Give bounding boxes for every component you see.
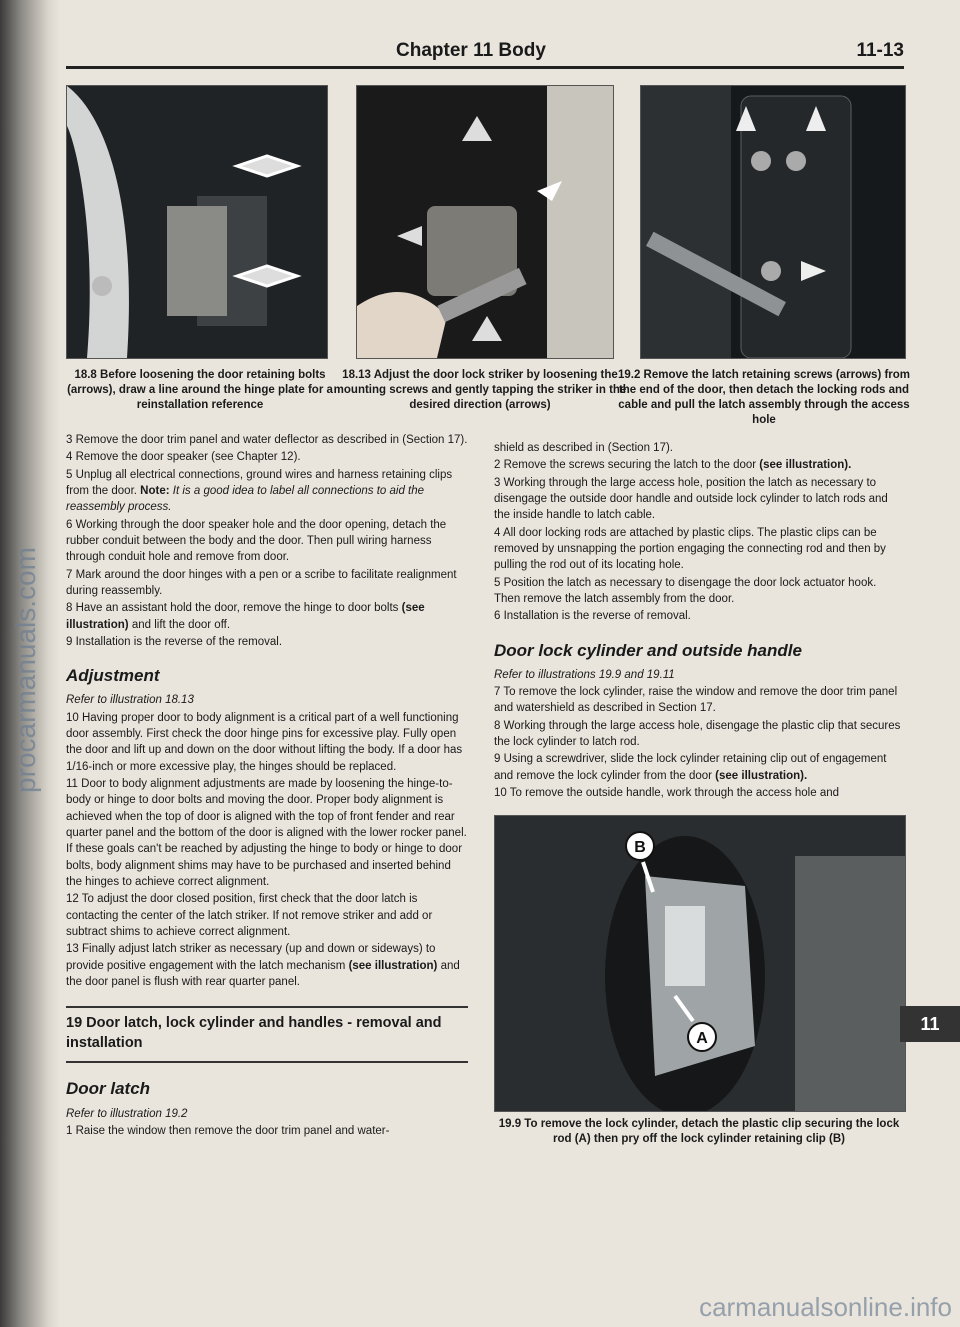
latch-step-4: 4 All door locking rods are attached by plastic clips. The plastic clips can be removed by unsnapping the portion engaging the connecting rod and then by pulling the rod out of its locating hole. [494, 526, 886, 572]
left-column [66, 432, 468, 1140]
bottom-watermark: carmanualsonline.info [699, 1292, 952, 1322]
latch-photo-illustration [641, 86, 905, 358]
lock-step-7: 7 To remove the lock cylinder, raise the window and remove the door trim panel and watershield as described in Section 17. [494, 686, 898, 715]
latch-step-5: 5 Position the latch as necessary to disengage the door lock actuator hook. Then remove the latch assembly from the door. [494, 576, 877, 605]
step-4: 4 Remove the door speaker (see Chapter 12). [66, 451, 301, 464]
section-19-title: 19 Door latch, lock cylinder and handles - removal and installation [66, 1015, 442, 1051]
step-12: 12 To adjust the door closed position, first check that the door latch is contacting the center of the latch striker. If not remove striker and add or subtract shims to achieve correct alignment. [66, 893, 433, 938]
latch-step-2: 2 Remove the screws securing the latch to the door (see illustration). [494, 459, 852, 472]
header-rule [66, 66, 904, 69]
latch-step-6: 6 Installation is the reverse of removal. [494, 610, 691, 623]
caption-19-9: 19.9 To remove the lock cylinder, detach the plastic clip securing the lock rod (A) then pry off the lock cylinder retaining clip (B) [498, 1118, 900, 1145]
lock-cylinder-photo-illustration [495, 816, 905, 1111]
chapter-tab: 11 [900, 1006, 960, 1042]
label-b: B [634, 839, 646, 856]
caption-19-2: 19.2 Remove the latch retaining screws (arrows) from the end of the door, then detach the locking rods and cable and pull the latch assembly through the access hole [617, 369, 911, 426]
photo-lock-cylinder [494, 815, 906, 1112]
step-5: 5 Unplug all electrical connections, ground wires and harness retaining clips from the door. Note: It is a good idea to label all connections to aid the reassembly process. [66, 468, 453, 514]
heading-adjustment: Adjustment [66, 666, 160, 686]
photo-hinge-plate [66, 85, 328, 359]
section-rule-bottom [66, 1061, 468, 1063]
hinge-photo-illustration [67, 86, 327, 358]
step-3: 3 Remove the door trim panel and water deflector as described in (Section 17). [66, 434, 468, 446]
lock-step-8: 8 Working through the large access hole, disengage the plastic clip that secures the lock cylinder to latch rod. [494, 719, 901, 749]
latch-step-1: 1 Raise the window then remove the door trim panel and water- [66, 1124, 390, 1137]
heading-lock-cylinder: Door lock cylinder and outside handle [494, 640, 802, 660]
ref-lock-cylinder: Refer to illustrations 19.9 and 19.11 [494, 668, 675, 681]
step-6: 6 Working through the door speaker hole and the door opening, detach the rubber conduit between the body and the door. Then pull wiring harness through conduit hole and remove from door. [66, 518, 447, 564]
side-watermark: procarmanuals.com [10, 547, 41, 793]
section-rule-top [66, 1006, 468, 1008]
caption-18-8: 18.8 Before loosening the door retaining bolts (arrows), draw a line around the hinge plate for a reinstallation reference [67, 369, 333, 411]
ref-adjustment: Refer to illustration 18.13 [66, 694, 194, 707]
right-column [494, 440, 902, 802]
latch-step-1-cont: shield as described in (Section 17). [494, 442, 673, 454]
step-8: 8 Have an assistant hold the door, remove the hinge to door bolts (see illustration) and lift the door off. [66, 602, 425, 631]
lock-step-10: 10 To remove the outside handle, work through the access hole and [494, 787, 840, 800]
caption-18-13: 18.13 Adjust the door lock striker by loosening the mounting screws and gently tapping the striker in the desired direction (arrows) [333, 369, 627, 411]
ref-door-latch: Refer to illustration 19.2 [66, 1107, 188, 1120]
step-11: 11 Door to body alignment adjustments are made by loosening the hinge-to-body or hinge to door bolts and moving the door. Proper body alignment is achieved when the top of door is aligned with the top of front fender and rear quarter panel and the bottom of the door is aligned with the lower rocker panel. If these goals can't be reached by adjusting the hinge to body or hinge to door bolts, body alignment shims may have to be purchased and inserted behind the hinges to achieve correct alignment. [66, 778, 467, 888]
heading-door-latch: Door latch [66, 1079, 151, 1099]
photo-striker [356, 85, 614, 359]
chapter-title: Chapter 11 Body [396, 40, 546, 61]
page-number: 11-13 [856, 40, 904, 61]
label-a: A [696, 1030, 708, 1047]
step-13: 13 Finally adjust latch striker as necessary (up and down or sideways) to provide positive engagement with the latch mechanism (see illustration) and the door panel is flush with rear quarter panel. [66, 943, 460, 988]
step-9: 9 Installation is the reverse of the removal. [66, 635, 283, 648]
lock-step-9: 9 Using a screwdriver, slide the lock cylinder retaining clip out of engagement and remove the lock cylinder from the door (see illustration). [494, 753, 887, 782]
step-10: 10 Having proper door to body alignment is a critical part of a well functioning door assembly. First check the door hinge pins for excessive play. Fully open the door and lift up and down on the door without lifting the body. If a door has 1/16-inch or more excessive play, the hinges should be replaced. [66, 711, 463, 773]
striker-photo-illustration [357, 86, 613, 358]
photo-latch [640, 85, 906, 359]
latch-step-3: 3 Working through the large access hole, position the latch as necessary to disengage the outside door handle and outside lock cylinder to latch rods and the inside handle to latch cable. [494, 476, 888, 522]
step-7: 7 Mark around the door hinges with a pen or a scribe to facilitate realignment during reassembly. [66, 568, 457, 597]
